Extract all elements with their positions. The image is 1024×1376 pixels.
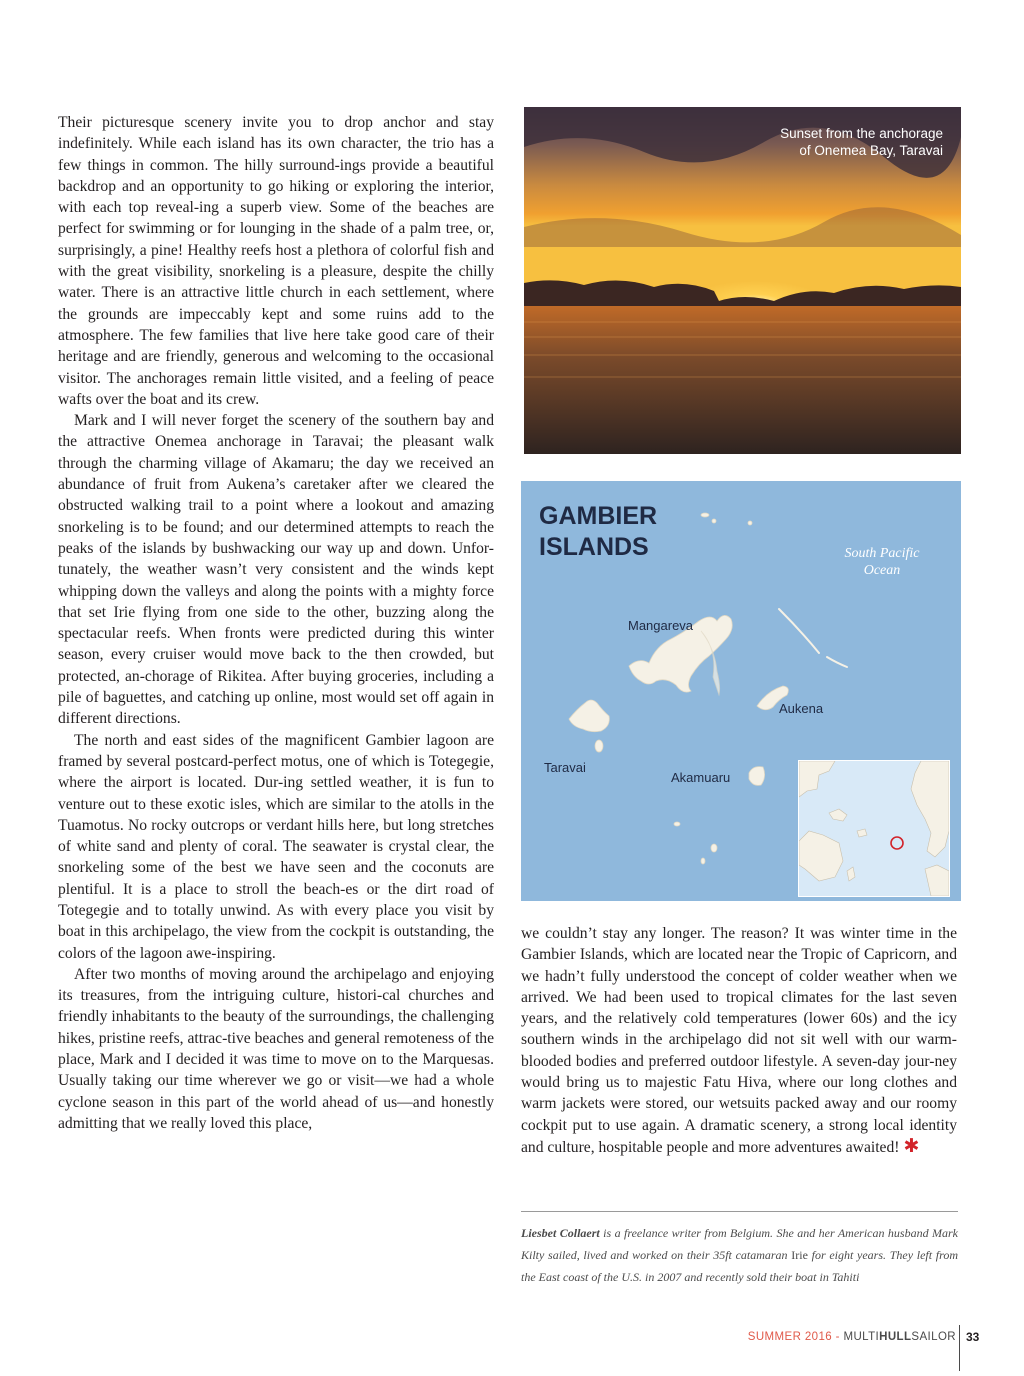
bio-text: is a freelance writer from Belgium. She and her American husband Mark Kilty sailed, lived and worked on their 35ft catamaran	[521, 1226, 958, 1262]
page-number: 33	[966, 1330, 980, 1344]
akamaru-island	[749, 767, 765, 786]
page-footer	[748, 1331, 956, 1343]
map-label-taravai: Taravai	[544, 760, 586, 775]
article-paragraph-text: we couldn’t stay any longer. The reason? It was winter time in the Gambier Islands, which are located near the Tropic of Capricorn, and we hadn’t fully understood the concept of colder weather when we arrived. We had been used to tropical climates for the last seven years, and the relatively cold temperatures (lower 60s) and the icy southern winds in the archipelago did not sit well with our warm-blooded bodies and preferred outdoor lifestyle. A seven-day jour-ney would bring us to majestic Fatu Hiva, where our long clothes and warm jackets were stored, our wetsuits packed away and our roomy cockpit put to use again. A dramatic scenery, a strong local identity and culture, hospitable people and more adventures awaited!	[521, 925, 957, 1156]
article-left-column	[58, 112, 494, 1134]
gambier-islands-map	[521, 481, 961, 901]
map-title	[539, 501, 657, 563]
boat-name: Irie	[791, 1248, 808, 1262]
map-ocean-line: South Pacific	[844, 546, 920, 561]
issue-label: SUMMER 2016 -	[747, 1331, 844, 1343]
article-paragraph: Mark and I will never forget the scenery of the southern bay and the attractive Onemea anchorage in Taravai; the pleasant walk through the charming village of Akamaru; the day we received an abundance of fruit from Aukena’s caretaker after we cleared the obstructed walking trail to a point where a lookout and amazing snorkeling is to be found; and our determined attempts to reach the peaks of the islands by bushwacking our way up and down. Unfor-tunately, the weather wasn’t very consistent and the winds kept whipping down the valleys and along the points with a mighty force that set Irie flying from one side to the other, buzzing along the spectacular reefs. When fronts were predicted during this winter season, every cruiser would move back to the then crowded, but protected, an-chorage of Rikitea. After buying groceries, including a pile of baguettes, and catching up online, most would set off again in different directions.	[58, 412, 494, 728]
article-paragraph: The north and east sides of the magnificent Gambier lagoon are framed by several postcard-perfect motus, one of which is Totegegie, where the airport is located. Dur-ing settled weather, it is fun to venture out to these exotic isles, which are similar to the atolls in the Tuamotus. No rocky outcrops or verdant hills here, but long stretches of white sand and plenty of coral. The seawater is crystal clear, the snorkeling some of the best we have seen and the coconuts are plentiful. It is a place to stroll the beach-es or the dirt road of Totegegie and to totally unwind. As with every place you visit by boat in this archipelago, the view from the cockpit is outstanding, the colors of the lagoon awe-inspiring.	[58, 731, 494, 962]
sunset-image	[524, 107, 961, 454]
brand-part: MULTI	[843, 1331, 880, 1343]
bio-text: for eight years. They left from the East coast of the U.S. in 2007 and recently sold their boat in Tahiti	[521, 1248, 958, 1284]
photo-caption	[683, 125, 943, 159]
map-label-aukena: Aukena	[779, 701, 824, 716]
article-paragraph: Their picturesque scenery invite you to drop anchor and stay indefinitely. While each island has its own character, the trio has a few things in common. The hilly surround-ings provide a beautiful backdrop and an opportunity to go hiking or exploring the interior, with each top reveal-ing a superb view. Some of the beaches are perfect for swimming or for lounging in the shade of a palm tree, or, surprisingly, a pine! Healthy reefs host a plethora of colorful fish and with the great visibility, snorkeling is a pleasure, despite the chilly water. There is an attractive little church in each settlement, where the grounds are impeccably kept and some ruins add to the atmosphere. The few families that live here take good care of their heritage and are friendly, generous and welcoming to the occasional visitor. The anchorages remain little visited, and a feeling of peace wafts over the boat and its crew.	[58, 114, 494, 408]
author-bio	[521, 1222, 958, 1288]
map-label-akamaru: Akamuaru	[671, 770, 731, 785]
taravai-island	[569, 700, 609, 732]
photo-caption-line: of Onemea Bay, Taravai	[799, 143, 943, 158]
article-right-column	[521, 923, 957, 1158]
article-paragraph	[521, 923, 957, 1158]
locator-inset-map	[798, 760, 950, 897]
author-name: Liesbet Collaert	[521, 1226, 600, 1240]
map-title-line: GAMBIER	[539, 502, 658, 530]
map-ocean-label	[823, 545, 941, 579]
brand-part: HULL	[879, 1331, 912, 1343]
map-label-mangareva: Mangareva	[628, 618, 694, 633]
photo-caption-line: Sunset from the anchorage	[780, 126, 943, 141]
footer-divider	[959, 1325, 960, 1371]
map-ocean-line: Ocean	[863, 563, 901, 578]
bio-divider	[521, 1211, 958, 1212]
map-title-line: ISLANDS	[539, 533, 649, 561]
sunset-photo	[524, 107, 961, 454]
locator-inset-graphic	[799, 761, 949, 896]
end-of-article-mark: ✱	[903, 1134, 920, 1157]
brand-part: SAILOR	[911, 1331, 956, 1343]
article-paragraph: After two months of moving around the archipelago and enjoying its treasures, from the intriguing culture, histori-cal churches and friendly inhabitants to the beauty of the surroundings, the challenging hikes, pristine reefs, attrac-tive beaches and general remoteness of the place, Mark and I decided it was time to move on to the Marquesas. Usually taking our time wherever we go or visit—we had a whole cyclone season in this part of the world ahead of us—and honestly admitting that we really loved this place,	[58, 965, 495, 1132]
